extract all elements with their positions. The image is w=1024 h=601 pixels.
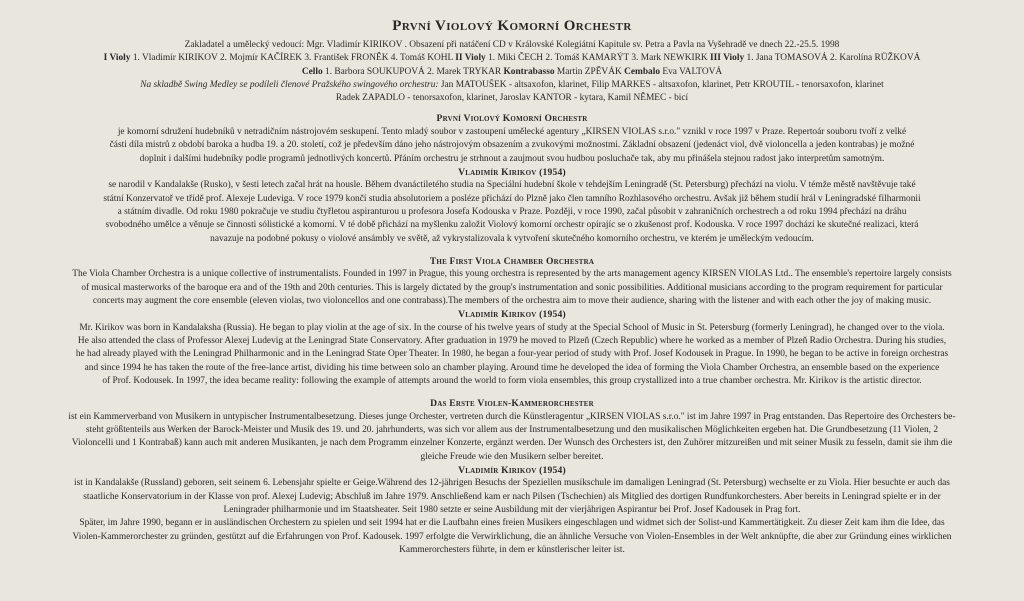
paragraph-line: The Viola Chamber Orchestra is a unique collective of instrumentalists. Founded in 1997 in Prague, this young orchestra is represented by the arts management agency KIRSEN VIOLAS Ltd.. The ensemble's repertoire largely consists	[72, 269, 952, 280]
section-label: Cello	[301, 66, 323, 77]
paragraph-line: Violoncelli und 1 Kontrabaß) kann auch mit anderen Musikanten, je nach dem Programm einzelner Konzerte, ergänzt werden. Der Wunsch des Orchesters ist, den Zuhörer mitzureißen und mit seiner Musik zu fesseln, damit sie ihm die	[71, 438, 953, 449]
paragraph-line: Mr. Kirikov was born in Kandalaksha (Russia). He began to play violin at the age of six. In the course of his twelve years of study at the Special School of Music in St. Petersburg (formerly Leningrad), he changed over to the viola.	[79, 322, 945, 333]
paragraph-line: ist ein Kammerverband von Musikern in untypischer Instrumentalbesetzung. Dieses junge Orchester, vertreten durch die Künstleragentur „KIRSEN VIOLAS s.r.o." ist im Jahre 1997 in Prag entstanden. Das Repertoire des Orchesters be-	[68, 411, 956, 422]
czech-section	[12, 112, 1012, 245]
paragraph-line: of Prof. Kodousek. In 1997, the idea became reality: following the example of attempts around the world to form viola ensembles, this group crystallized into a true chamber orchestra. Mr. Kirikov is the artistic director.	[102, 375, 922, 386]
bio-heading: Vladimír Kirikov (1954)	[458, 166, 566, 178]
guest-list: Jan MATOUŠEK - altsaxofon, klarinet, Filip MARKES - altsaxofon, klarinet, Petr KROUTIL - tenorsaxofon, klarinet	[438, 79, 884, 90]
paragraph-line: Kammerorchesters führte, in dem er künstlerischer leiter ist.	[399, 544, 625, 555]
paragraph-line: a státním divadle. Od roku 1980 pokračuje ve studiu čtyřletou aspiranturou u profesora Josefa Kodouska v Praze. Později, v roce 1990, začal působit v zahraničních orchestrech a od roku 1994 přechází na dráhu	[117, 206, 907, 217]
section-label: Cembalo	[624, 66, 661, 77]
guest-intro: Na skladbě Swing Medley se podíleli členové Pražského swingového orchestru:	[140, 79, 439, 90]
page-title: První Violový Komorní Orchestr	[392, 18, 632, 34]
german-section	[12, 397, 1012, 557]
paragraph-line: staatliche Konservatorium in der Klasse von prof. Alexej Ludevig; Abschluß im Jahre 1979. Anschließend kam er nach Pilsen (Tschechien) als Mitglied des dortigen Rundfunkorchesters. Aber bereits in Leningrad spielte er in der	[83, 491, 941, 502]
paragraph-line: he had already played with the Leningrad Philharmonic and in the Leningrad State Oper Theater. In 1980, he began a four-year period of study with Prof. Josef Kodousek in Prague. In 1990, he began to be active in foreign orchestras	[75, 349, 949, 360]
section-heading: První Violový Komorní Orchestr	[436, 113, 588, 125]
paragraph-line: svobodného umělce a věnuje se činnosti sólistické a komorní. V té době přichází na myšlenku založit Violový komorní orchestr opírajíc se o zkušenost prof. Kodouska. V roce 1997 dochází ke skutečné realizaci, která	[105, 220, 919, 231]
bio-heading: Vladimír Kirikov (1954)	[458, 464, 566, 476]
paragraph-line: Leningrader philharmonie und im Staatsheater. Seit 1980 setzte er seine Ausbildung mit der vierjährigen Aspirantur bei Prof. Josef Kadousek in Prag fort.	[223, 505, 801, 516]
paragraph-line: of musical masterworks of the baroque era and of the 19th and 20th centuries. This is largely dictated by the group's instrumentation and sonic possibilities. Additional musicians according to the program requirement for particular	[81, 282, 943, 293]
english-section	[12, 255, 1012, 388]
guest-musicians-cont: Radek ZAPADLO - tenorsaxofon, klarinet, Jaroslav KANTOR - kytara, Kamil NĚMEC - bicí	[335, 93, 689, 104]
paragraph-line: Violen-Kammerorchester zu gründen, gestützt auf die Erfahrungen von Prof. Kadousek. 1997 erfolgte die Verwirklichung, die an ähnliche Versuche von Violen-Ensembles in der Welt anknüpfte, die aber zur Gründung eines wirklichen	[72, 531, 952, 542]
musician-list: 1. Barbora SOUKUPOVÁ 2. Marek TRYKAR	[322, 66, 504, 77]
paragraph-line: Später, im Jahre 1990, begann er in ausländischen Orchestern zu spielen und seit 1994 hat er die Laufbahn eines freien Musikers eingeschlagen und widmet sich der Solist-und Kammertätigkeit. Zu dieser Zeit kam ihm die Idee, das	[79, 518, 945, 529]
paragraph-line: doplnit i dalšími hudebníky podle programů jednotlivých koncertů. Přáním orchestru je strhnout a zaujmout svou hudbou posluchače tak, aby mu přinášela stejnou radost jako interpretům samotným.	[139, 153, 885, 164]
musician-list: Eva VALTOVÁ	[660, 66, 723, 77]
founder-line: Zakladatel a umělecký vedoucí: Mgr. Vladimír KIRIKOV . Obsazení při natáčení CD v Královské Kolegiátní Kapitule sv. Petra a Pavla na Vyšehradě ve dnech 22.-25.5. 1998	[184, 40, 840, 50]
paragraph-line: gleiche Freude wie den Musikern selber bereitet.	[420, 451, 604, 462]
musician-list: 1. Vladimír KIRIKOV 2. Mojmír KAČÍREK 3. František FRONĚK 4. Tomáš KOHL	[130, 53, 456, 64]
lineup-violas	[12, 52, 1012, 65]
paragraph-line: He also attended the class of Professor Alexej Ludevig at the Leningrad State Conservatory. After graduation in 1979 he moved to Plzeň (Czech Republic) where he worked as a member of Plzeň Radio Orchestra. During his studies,	[77, 336, 947, 347]
paragraph-line: and since 1994 he has taken the route of the free-lance artist, dividing his time between solo an chamber playing. Around time he developed the idea of forming the Viola Chamber Orchestra, an ensemble based on the experience	[84, 362, 940, 373]
paragraph-line: části díla mistrů z období baroka a hudba 19. a 20. století, což je především dáno jeho nástrojovým obsazením a zvukovými možnostmi. Základní obsazení (jedenáct viol, dvě violoncella a jeden kontrabas) je možné	[109, 140, 915, 151]
lineup-low-strings	[12, 66, 1012, 79]
bio-heading: Vladimír Kirikov (1954)	[458, 309, 566, 321]
section-label: II Violy	[455, 53, 486, 64]
paragraph-line: concerts may augment the core ensemble (eleven violas, two violoncellos and one contrabass).The members of the orchestra aim to move their audience, sharing with the listener and with each other the joy of making music.	[92, 295, 932, 306]
guest-musicians	[12, 79, 1012, 92]
section-label: Kontrabasso	[503, 66, 555, 77]
section-heading: Das Erste Violen-Kammerorchester	[430, 398, 594, 410]
paragraph-line: je komorní sdružení hudebníků v netradičním nástrojovém seskupení. Tento mladý soubor v zastoupení umělecké agentury „KIRSEN VIOLAS s.r.o." vznikl v roce 1997 v Praze. Repertoár souboru tvoří z velké	[117, 126, 907, 137]
paragraph-line: se narodil v Kandalakše (Rusko), v šesti letech začal hrát na housle. Během dvanáctiletého studia na Speciální hudební škole v tehdejším Leningradě (St. Petersburg) přechází na violu. V témže městě navštěvuje také	[108, 180, 916, 191]
section-label: III Violy	[710, 53, 745, 64]
paragraph-line: ist in Kandalakše (Russland) geboren, seit seinem 6. Lebensjahr spielte er Geige.Während des 12-jährigen Besuchs der Speziellen musikschule im damaligen Leningrad (St. Petersburg) wechselte er zu Viola. Hier besuchte er auch das	[74, 478, 950, 489]
paragraph-line: navazuje na podobné pokusy o violové ansámbly ve světě, až vykrystalizovala k vytvoření skutečného komorního orchestru, ve kterém je uměleckým vedoucím.	[210, 233, 814, 244]
section-label: I Violy	[103, 53, 131, 64]
section-heading: The First Viola Chamber Orchestra	[429, 255, 595, 267]
musician-list: 1. Miki ČECH 2. Tomáš KAMARÝT 3. Mark NEWKIRK	[485, 53, 711, 64]
paragraph-line: steht größtenteils aus Werken der Barock-Meister und Musik des 19. und 20. jahrhunderts, was sich vor allem aus der Instrumentalbesetzung und den musikalischen Möglichkeiten ergeben hat. Die Grundbesetzung (11 Violen, 2	[85, 425, 939, 436]
musician-list: 1. Jana TOMASOVÁ 2. Karolína RŮŽKOVÁ	[744, 53, 921, 64]
musician-list: Martin ZPĚVÁK	[554, 66, 625, 77]
paragraph-line: státní Konzervatoř ve třídě prof. Alexeje Ludeviga. V roce 1979 končí studia absolutoriem a posléze přichází do Plzně jako člen tamního Rozhlasového orchestru. Avšak již během studií hrál v Leningradské filharmonii	[103, 193, 921, 204]
